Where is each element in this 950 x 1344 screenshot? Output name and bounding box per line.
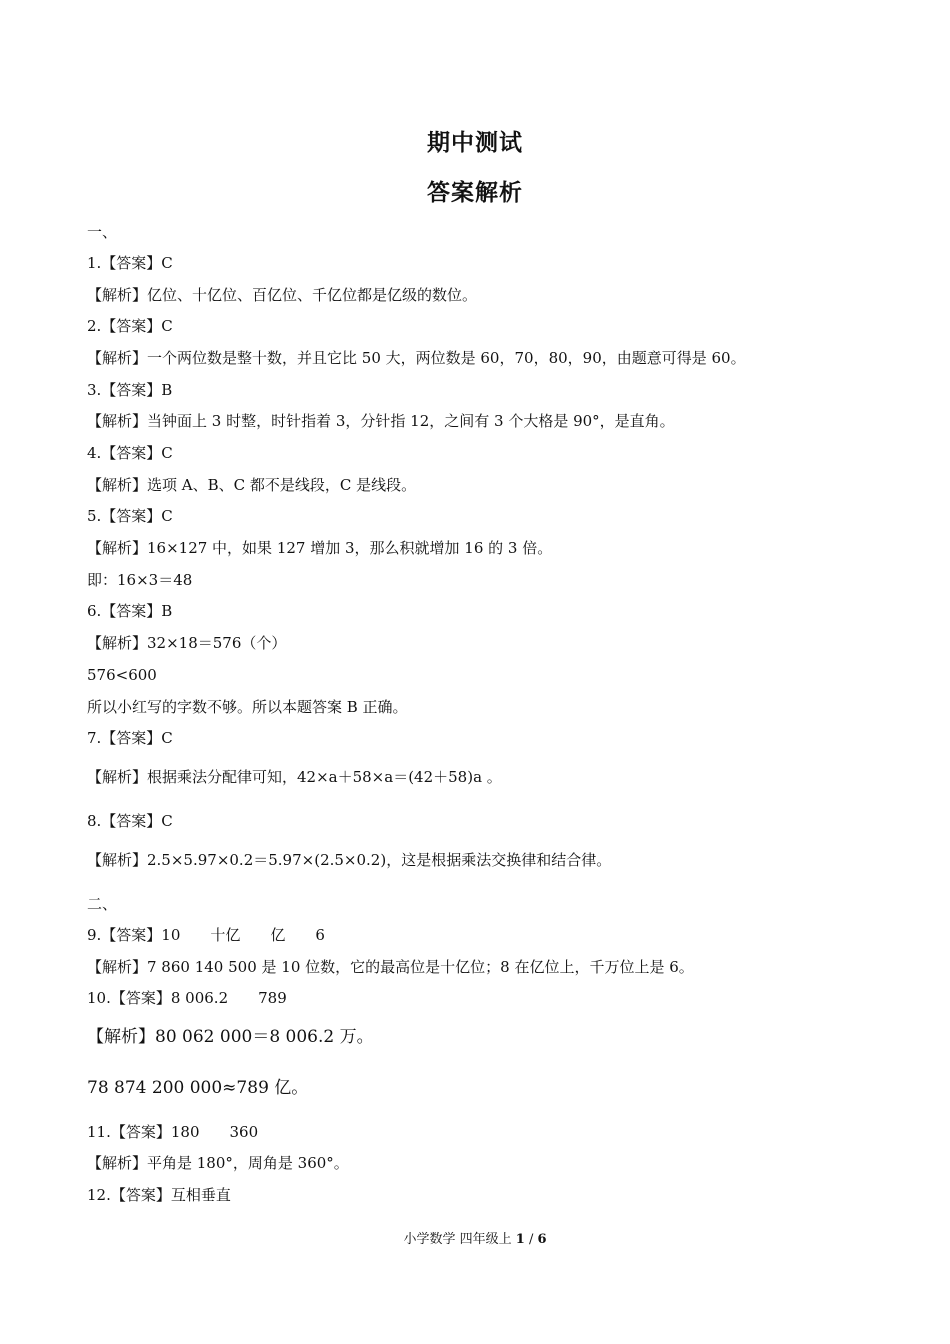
page-subtitle: 答案解析 [427, 180, 523, 206]
answer-line: 4.【答案】C [87, 444, 173, 462]
explanation-line: 【解析】一个两位数是整十数，并且它比 50 大，两位数是 60，70，80，90，由题意可得是 60。 [87, 349, 746, 367]
explanation-line: 576<600 [87, 666, 157, 684]
footer-total-pages: 6 [537, 1232, 547, 1247]
section-heading: 二、 [87, 895, 118, 913]
answer-line: 10.【答案】8 006.2 789 [87, 989, 287, 1007]
explanation-line: 【解析】32×18＝576（个） [87, 634, 287, 652]
answer-line: 7.【答案】C [87, 729, 173, 747]
explanation-line: 所以小红写的字数不够。所以本题答案 B 正确。 [87, 698, 408, 716]
answer-line: 6.【答案】B [87, 602, 173, 620]
answer-line: 11.【答案】180 360 [87, 1123, 259, 1141]
explanation-line: 【解析】7 860 140 500 是 10 位数，它的最高位是十亿位；8 在亿位上，千万位上是 6。 [87, 958, 694, 976]
footer-subject: 小学数学 四年级上 [403, 1232, 512, 1247]
page-title: 期中测试 [427, 130, 523, 156]
answer-line: 5.【答案】C [87, 507, 173, 525]
answer-line: 9.【答案】10 十亿 亿 6 [87, 926, 325, 944]
answer-line: 8.【答案】C [87, 812, 173, 830]
explanation-line: 【解析】16×127 中，如果 127 增加 3，那么积就增加 16 的 3 倍。 [87, 539, 553, 557]
explanation-line: 【解析】2.5×5.97×0.2＝5.97×(2.5×0.2)，这是根据乘法交换律和结合律。 [87, 851, 612, 869]
explanation-line: 【解析】亿位、十亿位、百亿位、千亿位都是亿级的数位。 [87, 286, 478, 304]
footer-separator: / [528, 1232, 534, 1247]
answer-line: 2.【答案】C [87, 317, 173, 335]
section-heading: 一、 [87, 223, 118, 241]
page-footer [0, 1228, 950, 1247]
answer-line: 3.【答案】B [87, 381, 173, 399]
footer-page-number: 1 [515, 1232, 525, 1247]
explanation-line: 即：16×3＝48 [87, 571, 193, 589]
explanation-line: 【解析】平角是 180°，周角是 360°。 [87, 1154, 349, 1172]
explanation-line: 【解析】根据乘法分配律可知，42×a＋58×a＝(42＋58)a 。 [87, 768, 502, 786]
explanation-line: 【解析】当钟面上 3 时整，时针指着 3，分针指 12，之间有 3 个大格是 90°，是直角。 [87, 412, 675, 430]
answer-line: 1.【答案】C [87, 254, 173, 272]
explanation-line: 78 874 200 000≈789 亿。 [87, 1078, 309, 1098]
explanation-line: 【解析】选项 A、B、C 都不是线段，C 是线段。 [87, 476, 417, 494]
explanation-line: 【解析】80 062 000＝8 006.2 万。 [87, 1027, 374, 1047]
answer-line: 12.【答案】互相垂直 [87, 1186, 231, 1204]
